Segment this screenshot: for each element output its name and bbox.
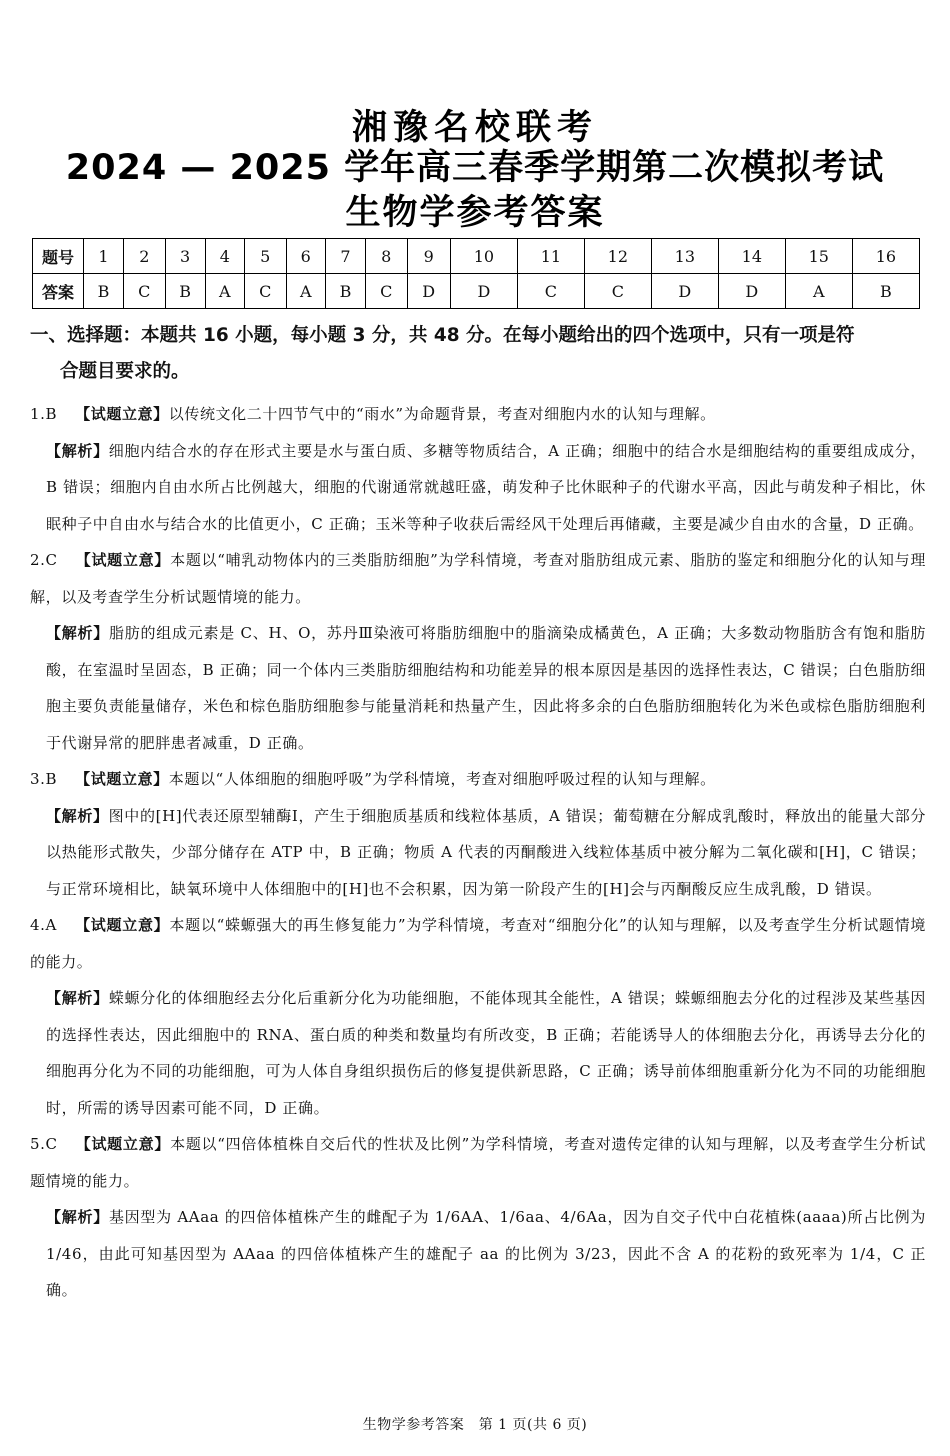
- doc-title: 生物学参考答案: [345, 193, 605, 233]
- answer-cell: A: [286, 274, 325, 309]
- question-number: 2: [124, 239, 166, 274]
- intent-label: 【试题立意】: [75, 551, 171, 569]
- answer-cell: C: [584, 274, 651, 309]
- intent-label: 【试题立意】: [75, 405, 169, 423]
- analysis-text: 脂肪的组成元素是 C、H、O，苏丹Ⅲ染液可将脂肪细胞中的脂滴染成橘黄色，A 正确；大多数动物脂肪含有饱和脂肪酸，在室温时呈固态，B 正确；同一个体内三类脂肪细胞结构和功能差异的根本原因是基因的选择性表达，C 错误；白色脂肪细胞主要负责能量储存，米色和棕色脂肪细胞参与能量消耗和热量产生，因此将多余的白色脂肪细胞转化为米色或棕色脂肪细胞利于代谢异常的肥胖患者减重，D 正确。: [46, 624, 926, 752]
- question-explanation: [30, 542, 926, 761]
- answer-cell: B: [852, 274, 919, 309]
- question-number: 14: [718, 239, 785, 274]
- question-number: 1: [84, 239, 124, 274]
- explanations: [30, 396, 926, 1309]
- question-answer: 2.C: [30, 551, 58, 569]
- intent-label: 【试题立意】: [74, 916, 170, 934]
- answer-cell: C: [365, 274, 407, 309]
- intent-text: 本题以“人体细胞的细胞呼吸”为学科情境，考查对细胞呼吸过程的认知与理解。: [168, 770, 716, 788]
- answer-cell: C: [124, 274, 166, 309]
- answer-cell: D: [718, 274, 785, 309]
- analysis-label: 【解析】: [46, 1208, 109, 1226]
- exam-organizer: 湘豫名校联考: [351, 108, 598, 148]
- answer-cell: A: [205, 274, 244, 309]
- row-label-number: 题号: [33, 239, 84, 274]
- question-explanation: [30, 907, 926, 1126]
- question-number: 10: [450, 239, 517, 274]
- answer-cell: B: [84, 274, 124, 309]
- exam-title: 2024 — 2025 学年高三春季学期第二次模拟考试: [65, 148, 885, 188]
- question-answer: 3.B: [30, 770, 58, 788]
- question-number: 3: [165, 239, 205, 274]
- page-footer: 生物学参考答案 第 1 页(共 6 页): [362, 1417, 588, 1433]
- question-number: 7: [325, 239, 365, 274]
- answer-cell: A: [785, 274, 852, 309]
- question-explanation: [30, 761, 926, 907]
- intent-label: 【试题立意】: [75, 1135, 171, 1153]
- question-number: 8: [365, 239, 407, 274]
- analysis-label: 【解析】: [46, 989, 109, 1007]
- question-number: 6: [286, 239, 325, 274]
- question-number: 13: [651, 239, 718, 274]
- question-number: 11: [517, 239, 584, 274]
- answer-table-number-row: [33, 239, 920, 274]
- answer-cell: D: [651, 274, 718, 309]
- analysis-text: 基因型为 AAaa 的四倍体植株产生的雌配子为 1/6AA、1/6aa、4/6Aa，因为自交子代中白花植株(aaaa)所占比例为 1/46，由此可知基因型为 AAaa 的四倍体植株产生的雄配子 aa 的比例为 3/23，因此不含 A 的花粉的致死率为 1/4，C 正确。: [46, 1208, 926, 1299]
- analysis-text: 蝾螈分化的体细胞经去分化后重新分化为功能细胞，不能体现其全能性，A 错误；蝾螈细胞去分化的过程涉及某些基因的选择性表达，因此细胞中的 RNA、蛋白质的种类和数量均有所改变，B 正确；若能诱导人的体细胞去分化，再诱导去分化的细胞再分化为不同的功能细胞，可为人体自身组织损伤后的修复提供新思路，C 正确；诱导前体细胞重新分化为不同的功能细胞时，所需的诱导因素可能不同，D 正确。: [46, 989, 926, 1117]
- answer-cell: D: [407, 274, 450, 309]
- question-number: 16: [852, 239, 919, 274]
- intent-text: 本题以“蝾螈强大的再生修复能力”为学科情境，考查对“细胞分化”的认知与理解，以及考查学生分析试题情境的能力。: [30, 916, 926, 971]
- question-number: 9: [407, 239, 450, 274]
- section-heading-line: 一、选择题：本题共 16 小题，每小题 3 分，共 48 分。在每小题给出的四个选项中，只有一项是符: [30, 325, 855, 346]
- analysis-label: 【解析】: [46, 624, 110, 642]
- question-explanation: [30, 1126, 926, 1309]
- question-number: 5: [245, 239, 287, 274]
- question-explanation: [30, 396, 926, 542]
- analysis-text: 图中的[H]代表还原型辅酶Ⅰ，产生于细胞质基质和线粒体基质，A 错误；葡萄糖在分解成乳酸时，释放出的能量大部分以热能形式散失，少部分储存在 ATP 中，B 正确；物质 A 代表的丙酮酸进入线粒体基质中被分解为二氧化碳和[H]，C 错误；与正常环境相比，缺氧环境中人体细胞中的[H]也不会积累，因为第一阶段产生的[H]会与丙酮酸反应生成乳酸，D 错误。: [46, 806, 926, 898]
- question-answer: 1.B: [30, 405, 58, 423]
- section-heading-line: 合题目要求的。: [60, 361, 190, 382]
- question-answer: 5.C: [30, 1135, 58, 1153]
- answer-cell: D: [450, 274, 517, 309]
- section-heading: [30, 318, 926, 390]
- analysis-label: 【解析】: [46, 441, 109, 460]
- answer-cell: C: [517, 274, 584, 309]
- row-label-answer: 答案: [33, 274, 84, 309]
- question-number: 4: [205, 239, 244, 274]
- analysis-text: 细胞内结合水的存在形式主要是水与蛋白质、多糖等物质结合，A 正确；细胞中的结合水是细胞结构的重要组成成分，B 错误；细胞内自由水所占比例越大，细胞的代谢通常就越旺盛，萌发种子比休眠种子的代谢水平高，因此与萌发种子相比，休眠种子中自由水与结合水的比值更小，C 正确；玉米等种子收获后需经风干处理后再储藏，主要是减少自由水的含量，D 正确。: [46, 441, 926, 533]
- question-number: 15: [785, 239, 852, 274]
- analysis-label: 【解析】: [46, 806, 109, 825]
- question-number: 12: [584, 239, 651, 274]
- answer-cell: B: [325, 274, 365, 309]
- answer-cell: C: [245, 274, 287, 309]
- answer-table-answer-row: [33, 274, 920, 309]
- intent-text: 本题以“哺乳动物体内的三类脂肪细胞”为学科情境，考查对脂肪组成元素、脂肪的鉴定和细胞分化的认知与理解，以及考查学生分析试题情境的能力。: [30, 551, 926, 606]
- answer-table: [32, 238, 920, 309]
- intent-label: 【试题立意】: [75, 770, 169, 788]
- question-answer: 4.A: [30, 916, 57, 934]
- answer-cell: B: [165, 274, 205, 309]
- intent-text: 以传统文化二十四节气中的“雨水”为命题背景，考查对细胞内水的认知与理解。: [168, 405, 716, 423]
- intent-text: 本题以“四倍体植株自交后代的性状及比例”为学科情境，考查对遗传定律的认知与理解，以及考查学生分析试题情境的能力。: [30, 1135, 926, 1190]
